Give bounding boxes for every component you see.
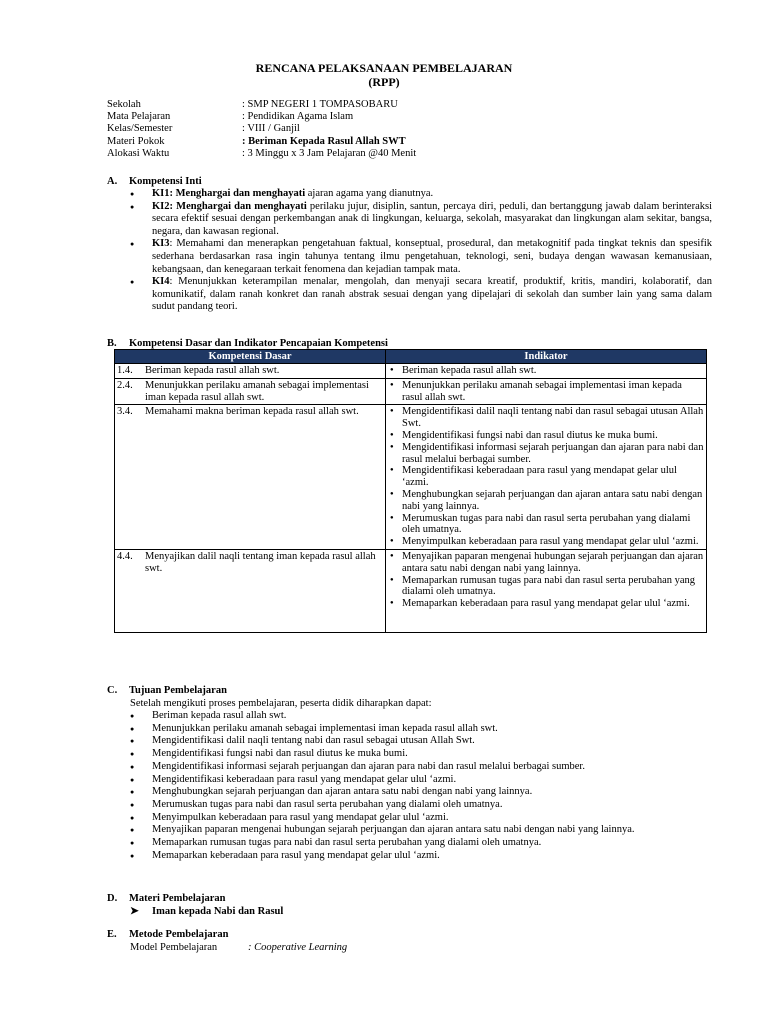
materi-item (130, 905, 283, 918)
identity-key: Alokasi Waktu (107, 147, 170, 159)
section-letter: C. (107, 685, 118, 696)
section-title: Metode Pembelajaran (129, 929, 229, 940)
list-item: ● Mengidentifikasi dalil naqli tentang nabi dan rasul sebagai utusan Allah Swt. (130, 735, 712, 748)
table-row (115, 549, 707, 632)
title-line-2: (RPP) (368, 75, 400, 89)
identity-value: : VIII / Ganjil (242, 123, 300, 135)
indikator-item: ● Memaparkan keberadaan para rasul yang mendapat gelar ulul ‘azmi. (388, 598, 704, 610)
identity-row (107, 99, 416, 111)
identity-value: : Beriman Kepada Rasul Allah SWT (242, 135, 406, 147)
list-item: ● Menghubungkan sejarah perjuangan dan ajaran antara satu nabi dengan nabi yang lainnya. (130, 786, 712, 799)
model-pembelajaran (130, 941, 347, 954)
model-value: : Cooperative Learning (248, 942, 348, 953)
indikator-item: ● Mengidentifikasi informasi sejarah perjuangan dan ajaran para nabi dan rasul melalui berbagai sumber. (388, 442, 704, 466)
ki-item (130, 201, 712, 239)
arrow-icon: ➤ (130, 906, 139, 917)
kd-header-row (115, 350, 707, 364)
indikator-item: ● Mengidentifikasi dalil naqli tentang nabi dan rasul sebagai utusan Allah Swt. (388, 406, 704, 430)
kd-text: Menunjukkan perilaku amanah sebagai implementasi iman kepada rasul allah swt. (145, 379, 369, 403)
identity-value: : SMP NEGERI 1 TOMPASOBARU (242, 99, 398, 110)
model-label: Model Pembelajaran (130, 942, 218, 953)
indikator-cell (386, 405, 707, 550)
ki-item (130, 276, 712, 314)
section-letter: A. (107, 176, 118, 187)
section-title: Kompetensi Dasar dan Indikator Pencapaian Kompetensi (129, 338, 388, 349)
identity-row (107, 111, 416, 123)
ki-text: : Memahami dan menerapkan pengetahuan faktual, konseptual, prosedural, dan metakognitif pada tingkat teknis dan spesifik sederhana berdasarkan rasa ingin tahunya tentang ilmu pengetahuan, teknologi, seni, budaya dengan wawasan kemanusiaan, kebangsaan, dan kenegaraan terkait fenomena dan kejadian tampak mata. (152, 238, 712, 275)
identity-key: Sekolah (107, 99, 141, 110)
identity-row (107, 123, 416, 135)
section-letter: B. (107, 338, 117, 349)
ki-item (130, 238, 712, 276)
indikator-cell (386, 364, 707, 379)
kd-number: 1.4. (117, 365, 133, 376)
tujuan-intro: Setelah mengikuti proses pembelajaran, peserta didik diharapkan dapat: (130, 698, 432, 709)
title-line-1: RENCANA PELAKSANAAN PEMBELAJARAN (255, 61, 513, 75)
ki-list (130, 188, 712, 314)
identity-key: Kelas/Semester (107, 123, 173, 135)
document-title (0, 61, 768, 89)
kd-table (114, 349, 707, 633)
list-item: ● Merumuskan tugas para nabi dan rasul serta perubahan yang dialami oleh umatnya. (130, 799, 712, 812)
kd-number: 4.4. (117, 550, 133, 562)
kd-number: 2.4. (117, 379, 133, 391)
section-e-heading (107, 928, 228, 941)
indikator-item: ● Mengidentifikasi fungsi nabi dan rasul diutus ke muka bumi. (388, 430, 704, 442)
table-row (115, 364, 707, 379)
list-item: ● Menunjukkan perilaku amanah sebagai implementasi iman kepada rasul allah swt. (130, 723, 712, 736)
kd-text: Memahami makna beriman kepada rasul allah swt. (145, 406, 359, 418)
section-letter: D. (107, 893, 118, 904)
section-title: Tujuan Pembelajaran (129, 685, 227, 696)
list-item: ● Memaparkan rumusan tugas para nabi dan rasul serta perubahan yang dialami oleh umatnya. (130, 837, 712, 850)
kd-cell (115, 405, 386, 550)
indikator-item: ● Menghubungkan sejarah perjuangan dan ajaran antara satu nabi dengan nabi yang lainnya. (388, 489, 704, 513)
identity-key: Materi Pokok (107, 135, 165, 147)
list-item: ● Mengidentifikasi keberadaan para rasul yang mendapat gelar ulul ‘azmi. (130, 774, 712, 787)
indikator-item: ● Merumuskan tugas para nabi dan rasul serta perubahan yang dialami oleh umatnya. (388, 513, 704, 537)
list-item: ● Menyimpulkan keberadaan para rasul yang mendapat gelar ulul ‘azmi. (130, 812, 712, 825)
indikator-item: ● Mengidentifikasi keberadaan para rasul yang mendapat gelar ulul ‘azmi. (388, 465, 704, 489)
materi-text: Iman kepada Nabi dan Rasul (152, 906, 284, 917)
section-letter: E. (107, 929, 117, 940)
section-title: Materi Pembelajaran (129, 893, 226, 904)
ki-label: KI3 (152, 238, 170, 250)
kd-text: Menyajikan dalil naqli tentang iman kepada rasul allah swt. (145, 550, 376, 574)
section-d-heading (107, 892, 226, 905)
section-c-heading (107, 684, 227, 697)
kd-header-kd: Kompetensi Dasar (115, 350, 386, 364)
list-item: ● Memaparkan keberadaan para rasul yang mendapat gelar ulul ‘azmi. (130, 850, 712, 863)
indikator-item: ● Menunjukkan perilaku amanah sebagai implementasi iman kepada rasul allah swt. (388, 380, 704, 404)
ki-item (130, 188, 712, 201)
list-item: ● Menyajikan paparan mengenai hubungan sejarah perjuangan dan ajaran antara satu nabi dengan nabi yang lainnya. (130, 824, 712, 837)
ki-text: perilaku jujur, disiplin, santun, percaya diri, peduli, dan bertanggung jawab dalam berinteraksi secara efektif sesuai dengan perkembangan anak di lingkungan, keluarga, sekolah, masyarakat dan lingkungan alam sekitar, bangsa, negara, dan kawasan regional. (152, 200, 712, 237)
indikator-cell (386, 549, 707, 632)
kd-cell (115, 378, 386, 405)
ki-label: KI2: Menghargai dan menghayati (152, 200, 307, 212)
kd-cell (115, 364, 386, 379)
identity-value: : Pendidikan Agama Islam (242, 111, 354, 123)
list-item: ● Beriman kepada rasul allah swt. (130, 710, 712, 723)
identity-value: : 3 Minggu x 3 Jam Pelajaran @40 Menit (242, 147, 417, 159)
table-row (115, 378, 707, 405)
identity-row (107, 136, 416, 148)
section-a-heading (107, 175, 202, 188)
ki-label: KI4 (152, 276, 170, 288)
list-item: ● Mengidentifikasi fungsi nabi dan rasul diutus ke muka bumi. (130, 748, 712, 761)
indikator-item: ● Menyajikan paparan mengenai hubungan sejarah perjuangan dan ajaran antara satu nabi dengan nabi yang lainnya. (388, 551, 704, 575)
tujuan-list (130, 710, 712, 862)
ki-text: : Menunjukkan keterampilan menalar, mengolah, dan menyaji secara kreatif, produktif, kritis, mandiri, kolaboratif, dan komunikatif, dalam ranah konkret dan ranah abstrak sesuai dengan yang dipelajari di sekolah dan sumber lain yang sama dalam sudut pandang teori. (152, 276, 712, 313)
indikator-item: ● Beriman kepada rasul allah swt. (388, 365, 704, 377)
identity-row (107, 148, 416, 160)
indikator-cell (386, 378, 707, 405)
table-row (115, 405, 707, 550)
identity-key: Mata Pelajaran (107, 111, 171, 123)
ki-text: ajaran agama yang dianutnya. (305, 188, 434, 199)
list-item: ● Mengidentifikasi informasi sejarah perjuangan dan ajaran para nabi dan rasul melalui berbagai sumber. (130, 761, 712, 774)
section-title: Kompetensi Inti (129, 176, 202, 187)
identity-table (107, 99, 416, 160)
indikator-item: ● Memaparkan rumusan tugas para nabi dan rasul serta perubahan yang dialami oleh umatnya. (388, 575, 704, 599)
kd-text: Beriman kepada rasul allah swt. (145, 365, 280, 376)
kd-number: 3.4. (117, 406, 133, 418)
kd-header-indikator: Indikator (386, 350, 707, 364)
indikator-item: ● Menyimpulkan keberadaan para rasul yang mendapat gelar ulul ‘azmi. (388, 536, 704, 548)
kd-cell (115, 549, 386, 632)
ki-label: KI1: Menghargai dan menghayati (152, 188, 306, 199)
